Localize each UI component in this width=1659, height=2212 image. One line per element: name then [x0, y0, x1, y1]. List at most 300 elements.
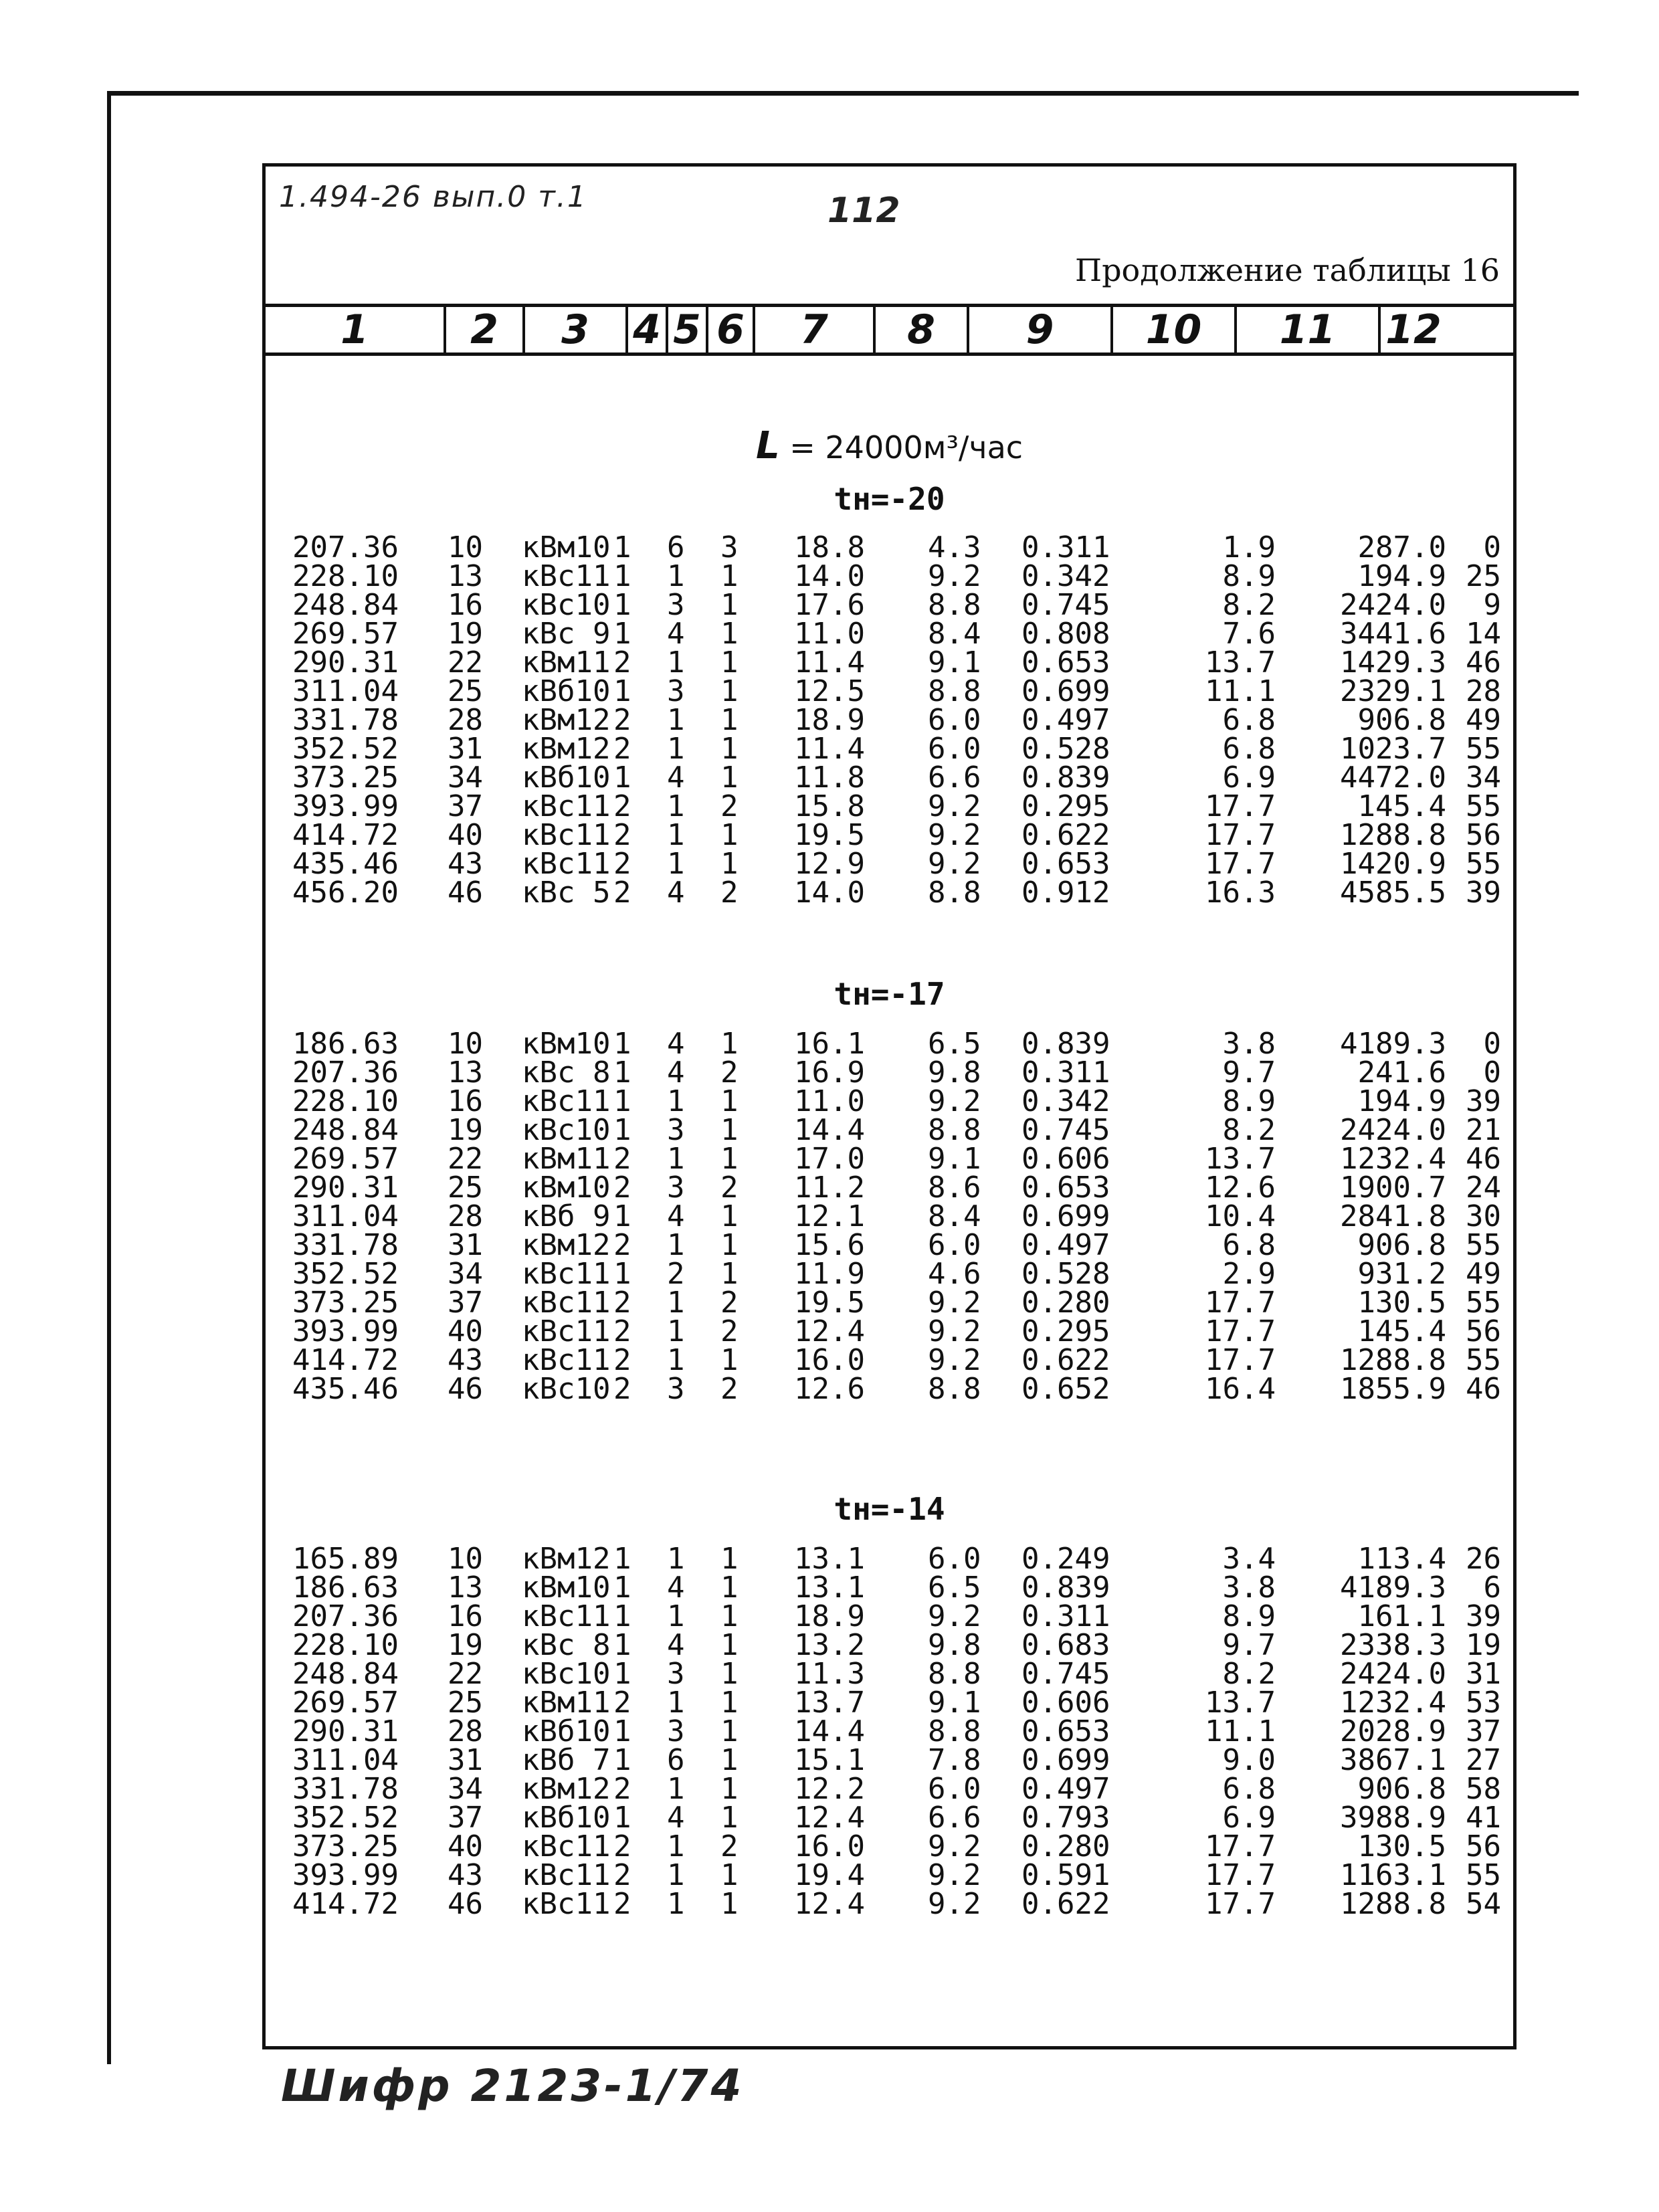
- table-cell: 2: [720, 789, 739, 823]
- table-cell: кВс11: [522, 818, 611, 852]
- table-cell: 55: [1466, 732, 1501, 766]
- table-cell: 19.5: [794, 818, 865, 852]
- table-cell: 12.5: [794, 674, 865, 708]
- table-cell: 207.36: [292, 1599, 399, 1633]
- table-cell: 8.8: [928, 1113, 981, 1147]
- table-cell: 290.31: [292, 1171, 399, 1205]
- table-cell: 55: [1466, 1343, 1501, 1377]
- table-cell: 15.8: [794, 789, 865, 823]
- table-cell: 18.9: [794, 703, 865, 737]
- table-cell: 13.7: [1205, 1686, 1276, 1720]
- table-cell: 2: [613, 876, 631, 910]
- table-cell: 1429.3: [1340, 645, 1446, 680]
- table-cell: 41: [1466, 1801, 1501, 1835]
- table-row: [266, 818, 1513, 852]
- table-cell: кВс 5: [522, 876, 611, 910]
- table-cell: 373.25: [292, 1829, 399, 1864]
- table-cell: 9.0: [1222, 1743, 1276, 1777]
- table-cell: 10: [448, 530, 483, 565]
- table-cell: кВс11: [522, 1343, 611, 1377]
- table-cell: 2: [613, 789, 631, 823]
- table-cell: 6.9: [1222, 1801, 1276, 1835]
- table-cell: 1900.7: [1340, 1171, 1446, 1205]
- table-cell: 1: [613, 1571, 631, 1605]
- table-cell: кВб10: [522, 1801, 611, 1835]
- table-cell: 9.1: [928, 645, 981, 680]
- table-row: [266, 1801, 1513, 1835]
- table-cell: кВм10: [522, 1171, 611, 1205]
- table-cell: 161.1: [1357, 1599, 1446, 1633]
- table-cell: 12.6: [1205, 1171, 1276, 1205]
- table-cell: 25: [448, 1686, 483, 1720]
- table-cell: 25: [448, 674, 483, 708]
- table-cell: 2: [613, 1286, 631, 1320]
- table-cell: 34: [448, 761, 483, 795]
- table-cell: 6: [667, 1743, 685, 1777]
- table-cell: 9.2: [928, 1829, 981, 1864]
- table-cell: 9.8: [928, 1055, 981, 1090]
- table-cell: 8.8: [928, 876, 981, 910]
- table-cell: 16: [448, 588, 483, 622]
- table-cell: 1: [667, 645, 685, 680]
- table-cell: 1: [667, 1228, 685, 1262]
- table-cell: 0.591: [1021, 1858, 1110, 1892]
- table-cell: 1: [667, 1829, 685, 1864]
- table-cell: 11.3: [794, 1657, 865, 1691]
- table-cell: 0.606: [1021, 1142, 1110, 1176]
- table-cell: 6.0: [928, 732, 981, 766]
- table-row: [266, 530, 1513, 565]
- table-cell: 228.10: [292, 1084, 399, 1118]
- table-cell: 19.4: [794, 1858, 865, 1892]
- table-cell: 2: [667, 1257, 685, 1291]
- table-cell: 11.1: [1205, 1714, 1276, 1748]
- table-continuation-title: Продолжение таблицы 16: [1075, 252, 1500, 288]
- table-cell: 4: [667, 876, 685, 910]
- table-row: [266, 1686, 1513, 1720]
- table-cell: 9.7: [1222, 1055, 1276, 1090]
- table-cell: 14.0: [794, 559, 865, 593]
- table-cell: 37: [448, 1286, 483, 1320]
- table-cell: кВс10: [522, 588, 611, 622]
- table-cell: 34: [448, 1257, 483, 1291]
- table-cell: 19: [448, 617, 483, 651]
- table-cell: 31: [448, 732, 483, 766]
- column-header: 5: [668, 307, 708, 353]
- table-cell: 414.72: [292, 1887, 399, 1921]
- table-row: [266, 1571, 1513, 1605]
- table-cell: 290.31: [292, 1714, 399, 1748]
- table-cell: 0.606: [1021, 1686, 1110, 1720]
- table-cell: кВс11: [522, 1858, 611, 1892]
- table-cell: 906.8: [1357, 1772, 1446, 1806]
- table-cell: 414.72: [292, 818, 399, 852]
- table-cell: 1: [667, 732, 685, 766]
- table-cell: 2: [720, 876, 739, 910]
- column-header: 11: [1237, 307, 1381, 353]
- table-cell: 1: [613, 1714, 631, 1748]
- column-header: 8: [876, 307, 969, 353]
- table-cell: 43: [448, 847, 483, 881]
- table-cell: 1288.8: [1340, 818, 1446, 852]
- table-cell: 1: [720, 645, 739, 680]
- table-cell: 0.342: [1021, 559, 1110, 593]
- table-cell: 56: [1466, 818, 1501, 852]
- table-cell: 9.8: [928, 1628, 981, 1662]
- table-cell: 12.4: [794, 1314, 865, 1348]
- table-cell: 4.3: [928, 530, 981, 565]
- table-cell: 9.2: [928, 847, 981, 881]
- table-cell: 46: [1466, 1142, 1501, 1176]
- table-cell: кВс 8: [522, 1055, 611, 1090]
- table-cell: 3: [667, 1113, 685, 1147]
- table-cell: 2424.0: [1340, 1657, 1446, 1691]
- table-cell: 1: [613, 1599, 631, 1633]
- table-cell: 113.4: [1357, 1542, 1446, 1576]
- table-cell: 4.6: [928, 1257, 981, 1291]
- table-cell: 9.2: [928, 1599, 981, 1633]
- table-cell: 55: [1466, 1286, 1501, 1320]
- table-cell: 1: [613, 674, 631, 708]
- table-cell: 46: [1466, 645, 1501, 680]
- column-header: 6: [708, 307, 755, 353]
- table-cell: 17.7: [1205, 818, 1276, 852]
- table-cell: 34: [448, 1772, 483, 1806]
- table-cell: 19: [448, 1113, 483, 1147]
- table-cell: 12.9: [794, 847, 865, 881]
- table-cell: 56: [1466, 1829, 1501, 1864]
- table-cell: 0.280: [1021, 1829, 1110, 1864]
- table-cell: 8.8: [928, 674, 981, 708]
- section-title: tн=-14: [834, 1491, 945, 1527]
- table-cell: 3988.9: [1340, 1801, 1446, 1835]
- table-cell: 1: [613, 1628, 631, 1662]
- table-cell: кВм10: [522, 530, 611, 565]
- table-cell: 18.9: [794, 1599, 865, 1633]
- table-cell: кВм12: [522, 732, 611, 766]
- table-cell: кВс11: [522, 1314, 611, 1348]
- table-cell: 19: [1466, 1628, 1501, 1662]
- table-cell: 49: [1466, 1257, 1501, 1291]
- table-cell: 1: [613, 1257, 631, 1291]
- table-cell: 207.36: [292, 1055, 399, 1090]
- table-cell: 248.84: [292, 1113, 399, 1147]
- table-cell: 1: [720, 1228, 739, 1262]
- table-cell: кВс11: [522, 1599, 611, 1633]
- table-cell: кВс10: [522, 1113, 611, 1147]
- table-cell: 1: [613, 1055, 631, 1090]
- table-cell: кВб 9: [522, 1199, 611, 1233]
- table-cell: 0: [1483, 1055, 1501, 1090]
- column-header: 4: [628, 307, 668, 353]
- table-cell: 46: [448, 876, 483, 910]
- column-header: 12: [1385, 306, 1442, 353]
- table-cell: 28: [1466, 674, 1501, 708]
- table-cell: 1: [667, 847, 685, 881]
- table-cell: 13.7: [1205, 645, 1276, 680]
- table-row: [266, 1829, 1513, 1864]
- table-cell: 17.7: [1205, 1314, 1276, 1348]
- table-cell: 3.8: [1222, 1571, 1276, 1605]
- table-cell: 6.8: [1222, 703, 1276, 737]
- table-cell: 3: [667, 1714, 685, 1748]
- table-cell: 352.52: [292, 1257, 399, 1291]
- table-cell: 0.342: [1021, 1084, 1110, 1118]
- table-cell: 39: [1466, 1084, 1501, 1118]
- table-cell: 393.99: [292, 1858, 399, 1892]
- table-cell: 4: [667, 617, 685, 651]
- table-cell: 4: [667, 1055, 685, 1090]
- table-cell: 1: [720, 1858, 739, 1892]
- table-row: [266, 1286, 1513, 1320]
- table-row: [266, 1228, 1513, 1262]
- table-cell: 6.8: [1222, 1228, 1276, 1262]
- table-row: [266, 1772, 1513, 1806]
- table-cell: 15.1: [794, 1743, 865, 1777]
- section-rows: [266, 1542, 1513, 1921]
- table-cell: 6.0: [928, 1542, 981, 1576]
- table-cell: 6: [667, 530, 685, 565]
- table-cell: 53: [1466, 1686, 1501, 1720]
- table-cell: 4: [667, 1027, 685, 1061]
- table-cell: 0.653: [1021, 847, 1110, 881]
- table-cell: 1: [720, 559, 739, 593]
- table-cell: 16.1: [794, 1027, 865, 1061]
- table-row: [266, 876, 1513, 910]
- table-row: [266, 1113, 1513, 1147]
- table-cell: 2424.0: [1340, 1113, 1446, 1147]
- table-cell: 17.7: [1205, 1829, 1276, 1864]
- outer-border-left: [107, 91, 111, 2064]
- table-cell: 1: [720, 1084, 739, 1118]
- table-cell: 39: [1466, 1599, 1501, 1633]
- table-row: [266, 789, 1513, 823]
- table-cell: 1: [720, 1714, 739, 1748]
- table-cell: 12.4: [794, 1801, 865, 1835]
- table-cell: 54: [1466, 1887, 1501, 1921]
- table-row: [266, 1657, 1513, 1691]
- table-cell: 39: [1466, 876, 1501, 910]
- table-cell: 1: [720, 674, 739, 708]
- table-row: [266, 1199, 1513, 1233]
- table-cell: 269.57: [292, 617, 399, 651]
- table-cell: 3441.6: [1340, 617, 1446, 651]
- table-cell: 228.10: [292, 559, 399, 593]
- table-cell: 24: [1466, 1171, 1501, 1205]
- table-cell: 8.2: [1222, 588, 1276, 622]
- table-row: [266, 1257, 1513, 1291]
- table-cell: 19.5: [794, 1286, 865, 1320]
- table-cell: 9.2: [928, 1314, 981, 1348]
- table-cell: 3: [667, 1372, 685, 1406]
- table-cell: 290.31: [292, 645, 399, 680]
- table-cell: 0.653: [1021, 1171, 1110, 1205]
- table-cell: 1: [720, 761, 739, 795]
- table-cell: 11.4: [794, 732, 865, 766]
- table-cell: 17.7: [1205, 789, 1276, 823]
- table-cell: 0.652: [1021, 1372, 1110, 1406]
- table-cell: 1: [720, 1743, 739, 1777]
- table-cell: 11.1: [1205, 674, 1276, 708]
- table-cell: 0.622: [1021, 1887, 1110, 1921]
- table-cell: 0.912: [1021, 876, 1110, 910]
- table-cell: 14.4: [794, 1714, 865, 1748]
- table-cell: 8.9: [1222, 1599, 1276, 1633]
- table-cell: кВб10: [522, 674, 611, 708]
- table-cell: 11.0: [794, 617, 865, 651]
- table-cell: 28: [448, 703, 483, 737]
- table-cell: кВб 7: [522, 1743, 611, 1777]
- table-cell: 1: [667, 559, 685, 593]
- table-cell: 2: [613, 1829, 631, 1864]
- table-cell: 1855.9: [1340, 1372, 1446, 1406]
- table-cell: 6.5: [928, 1571, 981, 1605]
- table-cell: 0.745: [1021, 1657, 1110, 1691]
- table-cell: 8.2: [1222, 1113, 1276, 1147]
- table-cell: 12.2: [794, 1772, 865, 1806]
- table-cell: 16: [448, 1599, 483, 1633]
- table-cell: 12.1: [794, 1199, 865, 1233]
- table-cell: 9.2: [928, 1084, 981, 1118]
- table-cell: 9: [1483, 588, 1501, 622]
- outer-border-top: [107, 91, 1579, 96]
- table-cell: 1: [613, 1084, 631, 1118]
- table-cell: 228.10: [292, 1628, 399, 1662]
- table-cell: 1: [720, 1887, 739, 1921]
- table-cell: 46: [1466, 1372, 1501, 1406]
- table-row: [266, 1887, 1513, 1921]
- table-row: [266, 674, 1513, 708]
- table-cell: 13: [448, 1571, 483, 1605]
- table-cell: 352.52: [292, 1801, 399, 1835]
- table-cell: 2: [613, 1142, 631, 1176]
- flow-symbol: L: [755, 424, 780, 468]
- table-cell: 1: [667, 1142, 685, 1176]
- table-cell: 2841.8: [1340, 1199, 1446, 1233]
- table-row: [266, 645, 1513, 680]
- table-cell: 145.4: [1357, 789, 1446, 823]
- table-cell: 0.808: [1021, 617, 1110, 651]
- table-cell: 1023.7: [1340, 732, 1446, 766]
- table-cell: 269.57: [292, 1142, 399, 1176]
- table-cell: 1: [720, 1142, 739, 1176]
- table-cell: 16.0: [794, 1829, 865, 1864]
- table-cell: 1: [720, 1542, 739, 1576]
- table-row: [266, 1628, 1513, 1662]
- table-cell: 2329.1: [1340, 674, 1446, 708]
- table-cell: 13.7: [794, 1686, 865, 1720]
- table-cell: 1: [720, 1801, 739, 1835]
- table-cell: 16.9: [794, 1055, 865, 1090]
- table-cell: 3.8: [1222, 1027, 1276, 1061]
- table-cell: 15.6: [794, 1228, 865, 1262]
- table-cell: 0.745: [1021, 588, 1110, 622]
- table-row: [266, 1084, 1513, 1118]
- table-cell: 352.52: [292, 732, 399, 766]
- table-cell: 2: [613, 1228, 631, 1262]
- table-cell: 17.6: [794, 588, 865, 622]
- table-cell: 4: [667, 1801, 685, 1835]
- table-cell: 435.46: [292, 847, 399, 881]
- table-cell: 0.683: [1021, 1628, 1110, 1662]
- column-header: 9: [969, 307, 1113, 353]
- table-cell: 11.0: [794, 1084, 865, 1118]
- table-cell: 30: [1466, 1199, 1501, 1233]
- footer-code: Шифр 2123-1/74: [281, 2060, 745, 2112]
- table-cell: 49: [1466, 703, 1501, 737]
- table-cell: 8.6: [928, 1171, 981, 1205]
- table-cell: 34: [1466, 761, 1501, 795]
- table-cell: 194.9: [1357, 1084, 1446, 1118]
- table-cell: 40: [448, 1829, 483, 1864]
- table-cell: 16.3: [1205, 876, 1276, 910]
- table-cell: 7.8: [928, 1743, 981, 1777]
- table-cell: кВс11: [522, 1887, 611, 1921]
- table-cell: 37: [1466, 1714, 1501, 1748]
- table-cell: 1163.1: [1340, 1858, 1446, 1892]
- table-cell: 8.9: [1222, 559, 1276, 593]
- table-cell: 393.99: [292, 789, 399, 823]
- table-cell: 17.7: [1205, 1858, 1276, 1892]
- table-cell: кВс11: [522, 559, 611, 593]
- table-cell: 393.99: [292, 1314, 399, 1348]
- table-cell: 2: [613, 1858, 631, 1892]
- table-cell: 25: [448, 1171, 483, 1205]
- table-cell: 1: [667, 1599, 685, 1633]
- table-cell: 2338.3: [1340, 1628, 1446, 1662]
- table-cell: 17.7: [1205, 1286, 1276, 1320]
- table-cell: 11.2: [794, 1171, 865, 1205]
- table-cell: кВс11: [522, 1286, 611, 1320]
- table-cell: 1: [720, 703, 739, 737]
- table-cell: 1: [613, 617, 631, 651]
- table-cell: 2: [613, 732, 631, 766]
- table-cell: 9.2: [928, 1887, 981, 1921]
- table-cell: кВм11: [522, 1142, 611, 1176]
- table-cell: 2: [613, 1772, 631, 1806]
- table-cell: 2: [613, 1686, 631, 1720]
- table-cell: 1: [667, 1542, 685, 1576]
- table-cell: 1232.4: [1340, 1686, 1446, 1720]
- table-cell: 194.9: [1357, 559, 1446, 593]
- column-header: 2: [446, 307, 525, 353]
- table-cell: 0.699: [1021, 674, 1110, 708]
- table-cell: 1: [613, 1801, 631, 1835]
- table-cell: 10: [448, 1027, 483, 1061]
- table-cell: 4: [667, 761, 685, 795]
- table-cell: 130.5: [1357, 1829, 1446, 1864]
- table-cell: 0.699: [1021, 1199, 1110, 1233]
- table-cell: 331.78: [292, 1228, 399, 1262]
- table-cell: 6.6: [928, 761, 981, 795]
- table-cell: 55: [1466, 847, 1501, 881]
- table-cell: 37: [448, 1801, 483, 1835]
- table-cell: 165.89: [292, 1542, 399, 1576]
- page-frame: [262, 163, 1517, 2049]
- table-cell: 1: [720, 847, 739, 881]
- table-cell: 25: [1466, 559, 1501, 593]
- table-cell: 0.793: [1021, 1801, 1110, 1835]
- table-cell: 56: [1466, 1314, 1501, 1348]
- table-cell: кВм12: [522, 703, 611, 737]
- table-row: [266, 847, 1513, 881]
- table-cell: кВс11: [522, 1084, 611, 1118]
- table-cell: 7.6: [1222, 617, 1276, 651]
- table-row: [266, 1372, 1513, 1406]
- table-cell: кВс 9: [522, 617, 611, 651]
- table-cell: 906.8: [1357, 703, 1446, 737]
- table-cell: 931.2: [1357, 1257, 1446, 1291]
